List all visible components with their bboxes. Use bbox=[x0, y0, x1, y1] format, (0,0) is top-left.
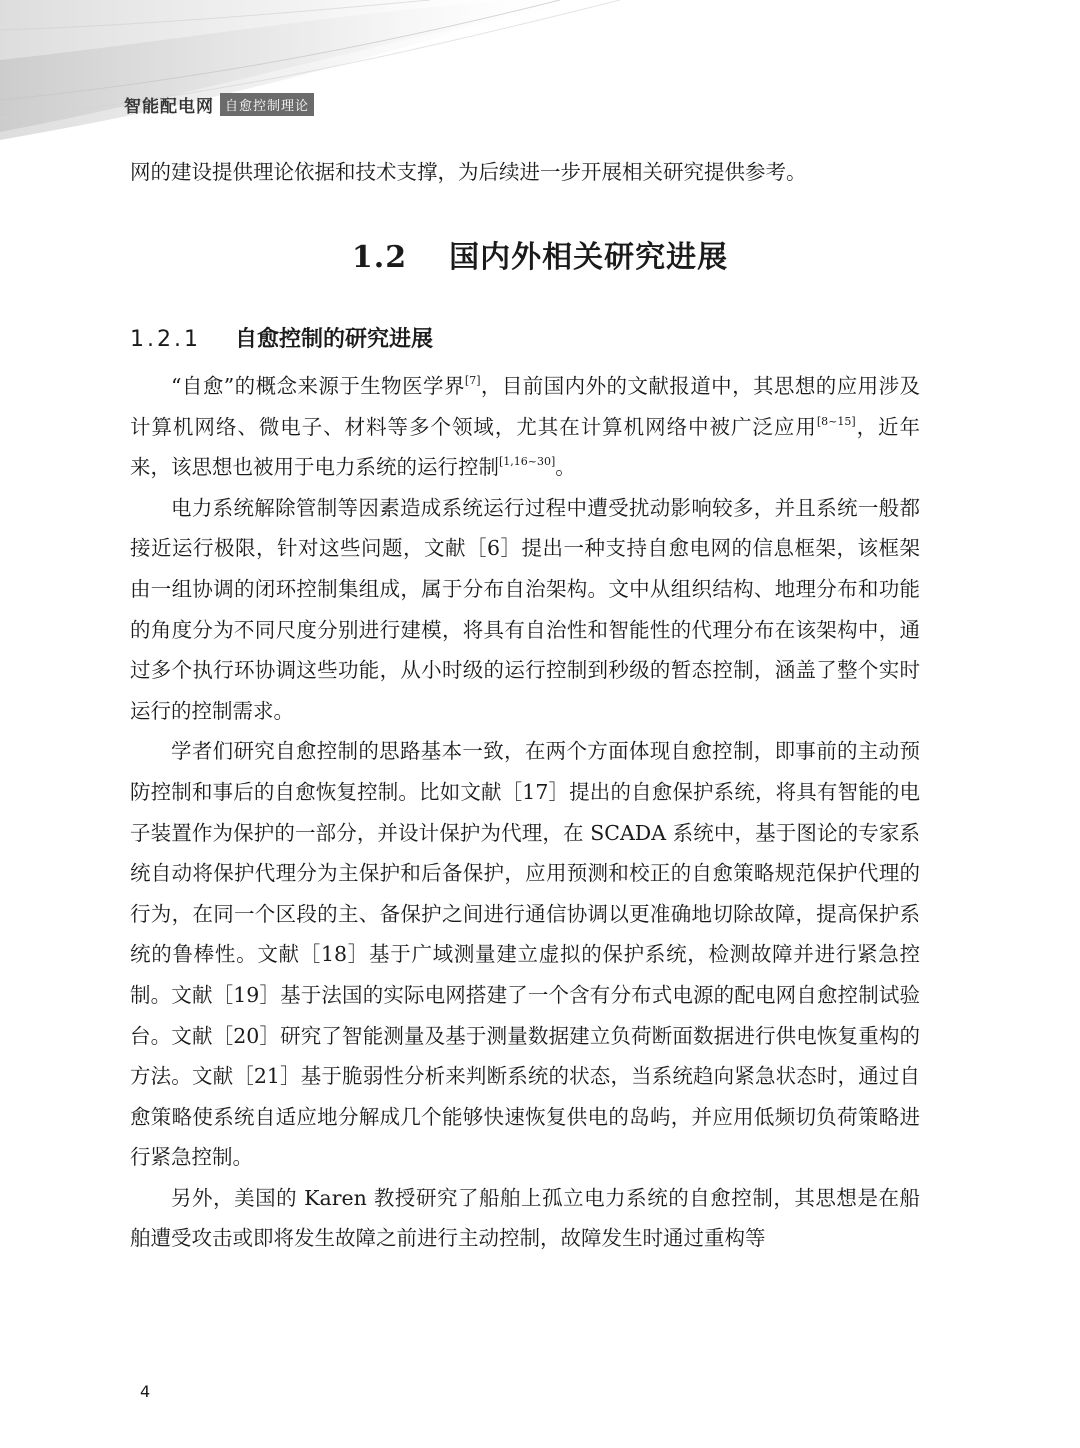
section-number: 1.2 bbox=[351, 240, 408, 275]
subsection-heading bbox=[130, 322, 433, 353]
paragraph-1-text-c: ，近年来，该思想也被用于电力系统的运行控制 bbox=[130, 414, 920, 480]
citation-ref: [8~15] bbox=[816, 414, 856, 428]
book-title: 智能配电网 bbox=[124, 96, 214, 117]
paragraph-1-text-b: ，目前国内外的文献报道中，其思想的应用涉及计算机网络、微电子、材料等多个领域，尤其在计算机网络中被广泛应用 bbox=[130, 374, 921, 439]
paragraph-1 bbox=[130, 366, 920, 488]
section-heading bbox=[0, 232, 1080, 276]
paragraph-1-text-a: “自愈”的概念来源于生物医学界 bbox=[171, 374, 465, 398]
running-head bbox=[124, 92, 314, 116]
body-text bbox=[130, 366, 920, 1259]
paragraph-1-text-d: 。 bbox=[555, 455, 576, 480]
paragraph-4: 另外，美国的 Karen 教授研究了船舶上孤立电力系统的自愈控制，其思想是在船舶遭受攻击或即将发生故障之前进行主动控制，故障发生时通过重构等 bbox=[130, 1185, 920, 1251]
continuation-line: 网的建设提供理论依据和技术支撑，为后续进一步开展相关研究提供参考。 bbox=[130, 160, 807, 184]
paragraph-2: 电力系统解除管制等因素造成系统运行过程中遭受扰动影响较多，并且系统一般都接近运行极限，针对这些问题，文献［6］提出一种支持自愈电网的信息框架，该框架由一组协调的闭环控制集组成，属于分布自治架构。文中从组织结构、地理分布和功能的角度分为不同尺度分别进行建模，将具有自治性和智能性的代理分布在该架构中，通过多个执行环协调这些功能，从小时级的运行控制到秒级的暂态控制，涵盖了整个实时运行的控制需求。 bbox=[130, 495, 920, 723]
subsection-title: 自愈控制的研究进展 bbox=[234, 327, 433, 352]
page-number: 4 bbox=[140, 1382, 151, 1401]
subsection-number: 1.2.1 bbox=[130, 327, 201, 352]
paragraph-3: 学者们研究自愈控制的思路基本一致，在两个方面体现自愈控制，即事前的主动预防控制和事后的自愈恢复控制。比如文献［17］提出的自愈保护系统，将具有智能的电子装置作为保护的一部分，并设计保护为代理，在 SCADA 系统中，基于图论的专家系统自动将保护代理分为主保护和后备保护，应用预测和校正的自愈策略规范保护代理的行为，在同一个区段的主、备保护之间进行通信协调以更准确地切除故障，提高保护系统的鲁棒性。文献［18］基于广域测量建立虚拟的保护系统，检测故障并进行紧急控制。文献［19］基于法国的实际电网搭建了一个含有分布式电源的配电网自愈控制试验台。文献［20］研究了智能测量及基于测量数据建立负荷断面数据进行供电恢复重构的方法。文献［21］基于脆弱性分析来判断系统的状态，当系统趋向紧急状态时，通过自愈策略使系统自适应地分解成几个能够快速恢复供电的岛屿，并应用低频切负荷策略进行紧急控制。 bbox=[130, 739, 920, 1170]
header-decoration bbox=[0, 0, 1080, 150]
book-subtitle: 自愈控制理论 bbox=[220, 93, 314, 116]
section-title: 国内外相关研究进展 bbox=[449, 240, 729, 275]
citation-ref: [1,16~30] bbox=[499, 455, 556, 469]
citation-ref: [7] bbox=[464, 374, 481, 387]
